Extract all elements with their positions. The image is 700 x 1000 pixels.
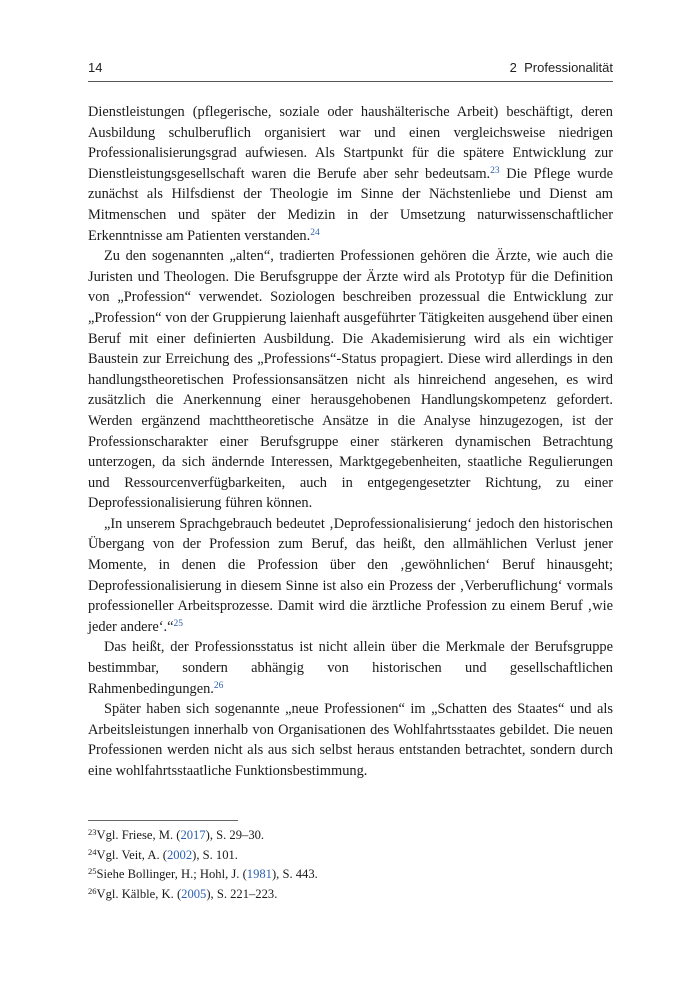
citation-link[interactable]: 1981: [246, 867, 272, 882]
footnotes: [88, 826, 613, 904]
footnote-25: [88, 865, 613, 885]
paragraph-text: „In unserem Sprachgebrauch bedeutet ‚Deprofessionalisierung‘ jedoch den historischen Übergang von der Profession zum Beruf, das heißt, den allmählichen Verlust jener Momente, in denen die Profession über den ‚gewöhnlichen‘ Beruf hinausgeht; Deprofessionalisierung in diesem Sinne ist also ein Prozess der ‚Verberuflichung‘ vormals professioneller Arbeitsprozesse. Damit wird die ärztliche Profession zu einem Beruf ‚wie jeder andere‘.“: [88, 515, 613, 635]
paragraph: [88, 246, 613, 514]
paragraph-text: Das heißt, der Professionsstatus ist nicht allein über die Merkmale der Berufsgruppe bestimmbar, sondern abhängig von historischen und gesellschaftlichen Rahmenbedingungen.: [88, 639, 613, 697]
footnote-number: 25: [88, 866, 97, 877]
footnote-24: [88, 846, 613, 866]
page-number: 14: [88, 60, 103, 75]
paragraph: [88, 699, 613, 781]
citation-link[interactable]: 2017: [180, 828, 206, 842]
footnote-ref-25[interactable]: 25: [173, 618, 183, 629]
footnote-23: [88, 826, 613, 846]
footnote-text: Vgl. Friese, M. (: [96, 828, 181, 842]
footnote-text: ), S. 443.: [271, 867, 318, 882]
footnote-rule: [88, 820, 238, 821]
footnote-text: ), S. 221–223.: [206, 886, 278, 901]
header-rule: [88, 81, 613, 82]
paragraph-text: Die Pflege wurde zunächst als Hilfsdienst der Theologie im Sinne der Nächstenliebe und Dienst am Mitmenschen und später der Medizin in der Umsetzung naturwissenschaftlicher Erkenntnisse am Patienten verstanden.: [88, 165, 613, 244]
body-text: [88, 102, 613, 782]
footnote-number: 24: [88, 846, 97, 857]
footnote-text: Vgl. Kälble, K. (: [96, 886, 182, 901]
paragraph-text: Dienstleistungen (pflegerische, soziale oder haushälterische Arbeit) beschäftigt, deren Ausbildung schulberuflich organisiert war und einen vergleichsweise niedrigen Professionalisierungsgrad aufwiesen. Als Startpunkt für die spätere Entwicklung zur Dienstleistungsgesellschaft waren die Berufe aber sehr bedeutsam.: [88, 104, 613, 182]
footnote-26: [88, 885, 613, 905]
citation-link[interactable]: 2002: [166, 847, 193, 862]
running-head: 2 Professionalität: [509, 60, 613, 75]
footnote-number: 26: [88, 885, 97, 896]
footnote-number: 23: [88, 827, 97, 837]
footnote-text: Vgl. Veit, A. (: [96, 847, 167, 862]
paragraph: [88, 637, 613, 699]
footnote-ref-23[interactable]: 23: [490, 165, 500, 176]
quote-paragraph: [88, 514, 613, 638]
citation-link[interactable]: 2005: [181, 886, 207, 901]
paragraph: [88, 102, 613, 246]
footnote-ref-24[interactable]: 24: [310, 227, 320, 238]
paragraph-text: Zu den sogenannten „alten“, tradierten Professionen gehören die Ärzte, wie auch die Juristen und Theologen. Die Berufsgruppe der Ärzte wird als Prototyp für die Definition von „Profession“ verwendet. Soziologen beschreiben prozessual die Entwicklung zur „Profession“ von der Gruppierung laienhaft ausgeführter Tätigkeiten ausgehend über einen Beruf mit einer definierten Ausbildung. Die Akademisierung wird als ein wichtiger Baustein zur Erreichung des „Professions“-Status propagiert. Diese wird allerdings in den handlungstheoretischen Professionsansätzen nicht als hinreichend angesehen, es wird zusätzlich die Anerkennung einer herausgehobenen Handlungskompetenz gefordert. Werden ergänzend machttheoretische Ansätze in die Analyse hinzugezogen, ist der Professionscharakter einer Berufsgruppe einer stärkeren dynamischen Betrachtung unterzogen, da sich ändernde Interessen, Marktgegebenheiten, staatliche Regulierungen und Ressourcenverfügbarkeiten, auch in entgegengesetzter Richtung, zu einer Deprofessionalisierung führen können.: [88, 248, 613, 512]
page-header: [88, 58, 613, 80]
footnote-text: ), S. 101.: [192, 847, 238, 862]
footnote-ref-26[interactable]: 26: [213, 680, 224, 691]
footnote-text: Siehe Bollinger, H.; Hohl, J. (: [96, 867, 247, 882]
paragraph-text: Später haben sich sogenannte „neue Professionen“ im „Schatten des Staates“ und als Arbeitsleistungen innerhalb von Organisationen des Wohlfahrtsstaates gebildet. Die neuen Professionen werden nicht als aus sich selbst heraus entstanden betrachtet, sondern durch eine wohlfahrtsstaatliche Funktionsbestimmung.: [88, 701, 613, 779]
footnote-text: ), S. 29–30.: [205, 828, 265, 842]
